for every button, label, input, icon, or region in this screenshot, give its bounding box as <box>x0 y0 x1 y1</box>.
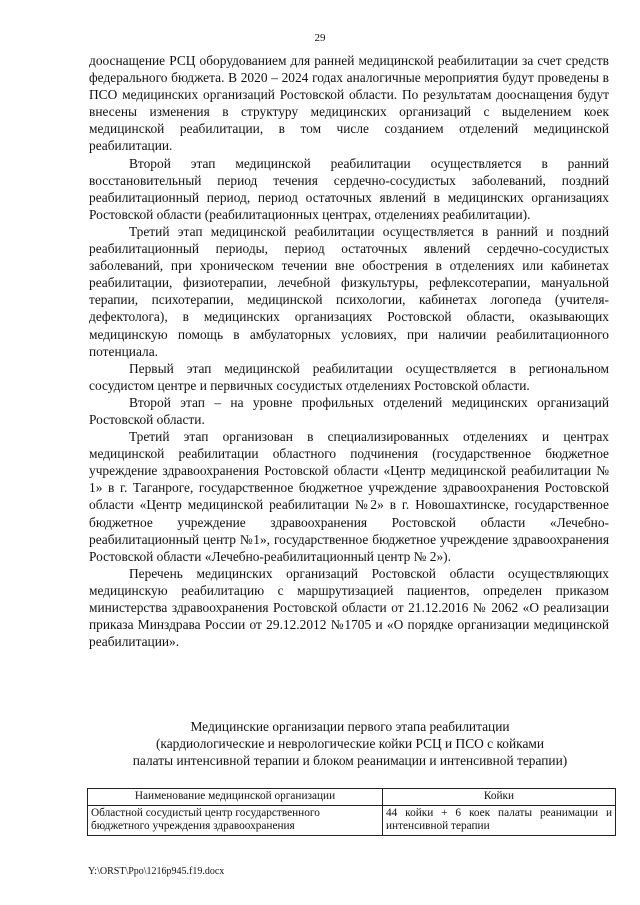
paragraph: дооснащение РСЦ оборудованием для ранней медицинской реабилитации за счет средств федерального бюджета. В 2020 – 2024 годах аналогичные мероприятия будут проведены в ПСО медицинских организаций Ростовской области. По результатам дооснащения будут внесены изменения в структуру медицинских организаций с выделением коек медицинской реабилитации, в том числе созданием отделений медицинской реабилитации. <box>89 53 609 154</box>
table-header-row <box>88 789 616 806</box>
paragraph: Третий этап медицинской реабилитации осуществляется в ранний и поздний реабилитационный периоды, период остаточных явлений сердечно-сосудистых заболеваний, при хроническом течении вне обострения в отделениях или кабинетах реабилитации, физиотерапии, лечебной физкультуры, рефлексотерапии, мануальной терапии, психотерапии, медицинской психологии, кабинетах логопеда (учителя-дефектолога), в медицинских организациях Ростовской области, оказывающих медицинскую помощь в амбулаторных условиях, при наличии реабилитационного потенциала. <box>89 223 609 359</box>
column-header-organization: Наименование медицинской организации <box>88 789 383 806</box>
paragraph: Перечень медицинских организаций Ростовской области осуществляющих медицинскую реабилитацию с маршрутизацией пациентов, определен приказом министерства здравоохранения Ростовской области от 21.12.2016 № 2062 «О реализации приказа Минздрава России от 29.12.2012 №1705 и «О порядке организации медицинской реабилитации». <box>89 565 609 650</box>
table-heading-line: Медицинские организации первого этапа реабилитации <box>190 719 510 734</box>
page-number: 29 <box>314 32 326 44</box>
paragraph: Первый этап медицинской реабилитации осуществляется в региональном сосудистом центре и первичных сосудистых отделениях Ростовской области. <box>89 360 609 393</box>
table-row <box>88 805 616 835</box>
footer-file-path: Y:\ORST\Ppo\1216p945.f19.docx <box>88 866 225 877</box>
organizations-table <box>87 788 616 836</box>
table-heading <box>60 718 640 770</box>
body-text <box>89 52 609 650</box>
paragraph: Второй этап медицинской реабилитации осуществляется в ранний восстановительный период течения сердечно-сосудистых заболеваний, поздний реабилитационный период, период остаточных явлений в медицинских организациях Ростовской области (реабилитационных центрах, отделениях реабилитации). <box>89 155 609 222</box>
table-heading-line: палаты интенсивной терапии и блоком реанимации и интенсивной терапии) <box>132 753 568 769</box>
paragraph: Третий этап организован в специализированных отделениях и центрах медицинской реабилитации областного подчинения (государственное бюджетное учреждение здравоохранения Ростовской области «Центр медицинской реабилитации № 1» в г. Таганроге, государственное бюджетное учреждение здравоохранения Ростовской области «Центр медицинской реабилитации №2» в г. Новошахтинске, государственное бюджетное учреждение здравоохранения Ростовской области «Лечебно-реабилитационный центр №1», государственное бюджетное учреждение здравоохранения Ростовской области «Лечебно-реабилитационный центр № 2»). <box>89 429 609 564</box>
paragraph: Второй этап – на уровне профильных отделений медицинских организаций Ростовской области. <box>89 394 609 427</box>
organization-cell: Областной сосудистый центр государственного бюджетного учреждения здравоохранения <box>88 805 383 835</box>
beds-cell: 44 койки + 6 коек палаты реанимации и интенсивной терапии <box>383 805 616 835</box>
table-heading-line: (кардиологические и неврологические койки РСЦ и ПСО с койками <box>155 736 545 752</box>
column-header-beds: Койки <box>383 789 616 806</box>
